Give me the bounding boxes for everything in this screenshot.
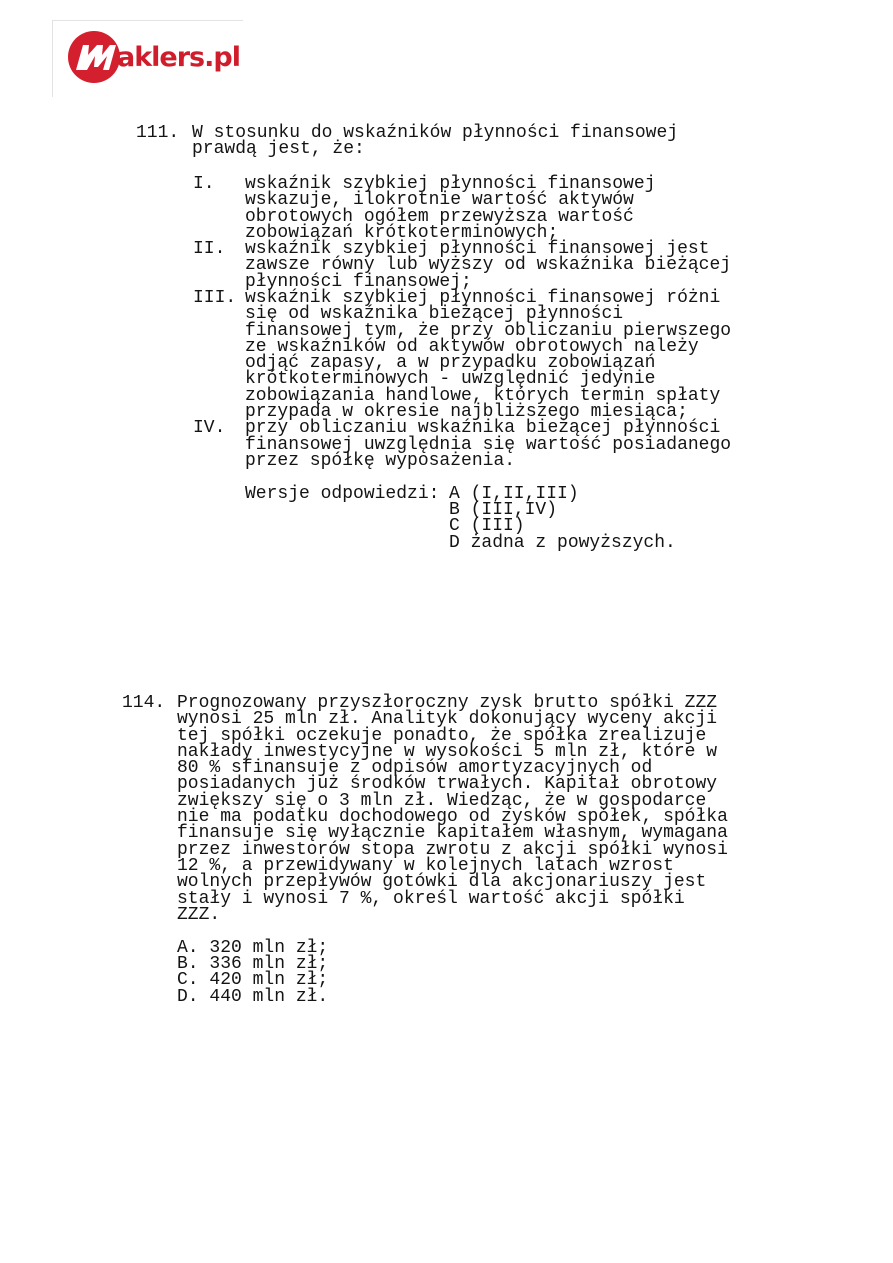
answer-option: C (III) xyxy=(449,516,525,536)
item-line: przez spółkę wyposażenia. xyxy=(245,451,516,471)
item-line: przypada w okresie najbliższego miesiąca; xyxy=(245,402,688,422)
item-line: zobowiązania handlowe, których termin spłaty xyxy=(245,386,721,406)
question-line: zwiększy się o 3 mln zł. Wiedząc, że w gospodarce xyxy=(177,791,707,811)
question-line: 80 % sfinansuje z odpisów amortyzacyjnych od xyxy=(177,758,653,778)
answer-option: A (I,II,III) xyxy=(449,484,579,504)
question-number: 114. xyxy=(122,693,166,713)
item-line: przy obliczaniu wskaźnika bieżącej płynności xyxy=(245,418,721,438)
question-line: nie ma podatku dochodowego od zysków spółek, spółka xyxy=(177,807,728,827)
question-line: ZZZ. xyxy=(177,905,221,925)
question-line: stały i wynosi 7 %, określ wartość akcji spółki xyxy=(177,889,685,909)
item-label: I. xyxy=(193,174,215,194)
question-line: tej spółki oczekuje ponadto, że spółka zrealizuje xyxy=(177,726,707,746)
answer-option: A. 320 mln zł; xyxy=(177,938,329,958)
question-line: finansuje się wyłącznie kapitałem własnym, wymagana xyxy=(177,823,728,843)
question-line: posiadanych już środków trwałych. Kapitał obrotowy xyxy=(177,774,718,794)
maklers-logo-icon xyxy=(67,30,121,84)
answer-option: D. 440 mln zł. xyxy=(177,987,329,1007)
item-line: krótkoterminowych - uwzględnić jedynie xyxy=(245,369,656,389)
question-line: Prognozowany przyszłoroczny zysk brutto spółki ZZZ xyxy=(177,693,718,713)
item-line: zobowiązań krótkoterminowych; xyxy=(245,223,559,243)
item-label: II. xyxy=(193,239,226,259)
item-line: wskaźnik szybkiej płynności finansowej jest xyxy=(245,239,710,259)
item-line: się od wskaźnika bieżącej płynności xyxy=(245,304,624,324)
question-line: przez inwestorów stopa zwrotu z akcji spółki wynosi xyxy=(177,840,728,860)
item-line: obrotowych ogółem przewyższa wartość xyxy=(245,207,634,227)
item-line: finansowej uwzględnia się wartość posiadanego xyxy=(245,435,732,455)
question-number: 111. xyxy=(136,123,180,143)
header-logo xyxy=(52,20,243,97)
item-line: finansowej tym, że przy obliczaniu pierwszego xyxy=(245,321,732,341)
question-line: 12 %, a przewidywany w kolejnych latach wzrost xyxy=(177,856,674,876)
logo-text: aklers.pl xyxy=(117,42,240,73)
question-line: wynosi 25 mln zł. Analityk dokonujący wyceny akcji xyxy=(177,709,718,729)
answer-option: C. 420 mln zł; xyxy=(177,970,329,990)
item-line: zawsze równy lub wyższy od wskaźnika bieżącej xyxy=(245,255,732,275)
question-stem-line: prawdą jest, że: xyxy=(192,139,365,159)
answer-option: B. 336 mln zł; xyxy=(177,954,329,974)
item-label: III. xyxy=(193,288,237,308)
question-stem-line: W stosunku do wskaźników płynności finansowej xyxy=(192,123,679,143)
answer-option: B (III,IV) xyxy=(449,500,558,520)
item-line: płynności finansowej; xyxy=(245,272,472,292)
item-line: wskazuje, ilokrotnie wartość aktywów xyxy=(245,190,634,210)
item-label: IV. xyxy=(193,418,226,438)
answers-label: Wersje odpowiedzi: xyxy=(245,484,440,504)
item-line: wskaźnik szybkiej płynności finansowej xyxy=(245,174,656,194)
item-line: wskaźnik szybkiej płynności finansowej różni xyxy=(245,288,721,308)
item-line: odjąć zapasy, a w przypadku zobowiązań xyxy=(245,353,656,373)
question-line: wolnych przepływów gotówki dla akcjonariuszy jest xyxy=(177,872,707,892)
question-line: nakłady inwestycyjne w wysokości 5 mln zł, które w xyxy=(177,742,718,762)
answer-option: D żadna z powyższych. xyxy=(449,533,676,553)
item-line: ze wskaźników od aktywów obrotowych należy xyxy=(245,337,699,357)
